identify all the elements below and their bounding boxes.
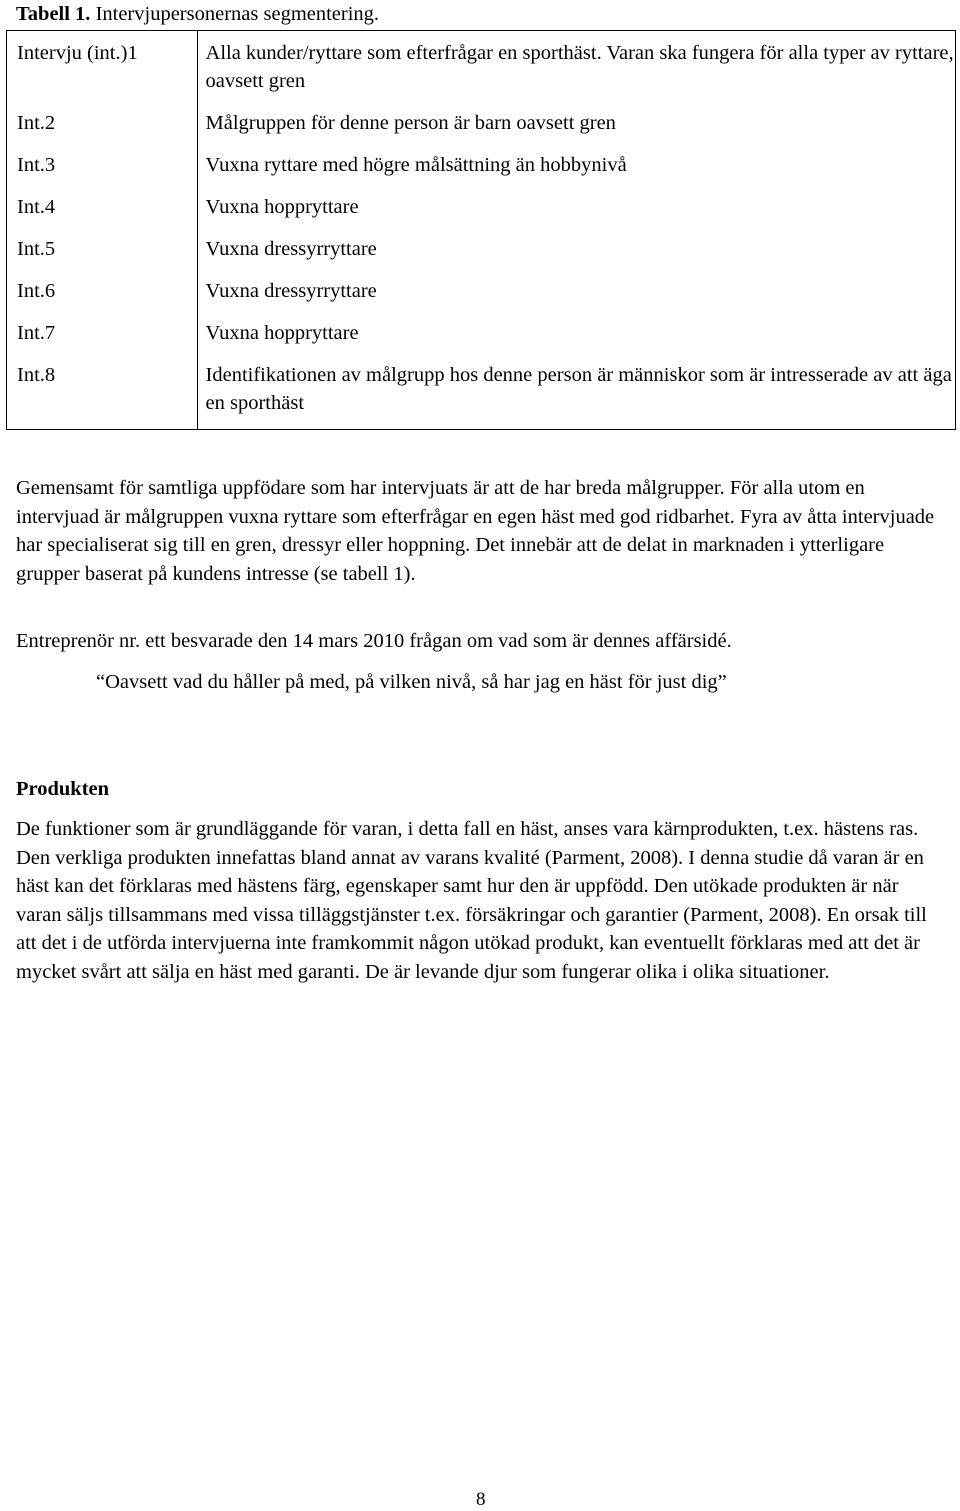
page-number: 8	[476, 1489, 486, 1510]
paragraph-entrepreneur-interview: Entreprenör nr. ett besvarade den 14 mars 2010 frågan om vad som är dennes affärsidé.	[16, 630, 732, 652]
interview-id-cell: Int.5	[17, 238, 56, 260]
segment-description-cell: Identifikationen av målgrupp hos denne person är människor som är intresserade av att äga en sporthäst	[205, 364, 952, 414]
table-caption	[16, 0, 379, 28]
business-idea-quote: “Oavsett vad du håller på med, på vilken nivå, så har jag en häst för just dig”	[96, 671, 727, 693]
section-heading: Produkten	[16, 778, 110, 800]
interview-id-cell: Int.3	[17, 154, 56, 176]
segmentation-table	[6, 30, 956, 430]
interview-id-cell: Int.6	[17, 280, 56, 302]
interview-id-cell: Intervju (int.)1	[17, 42, 138, 64]
interview-id-column	[7, 31, 198, 430]
business-idea-quote-text: Oavsett vad du håller på med, på vilken nivå, så har jag en häst för just dig	[105, 671, 718, 693]
table-caption-label: Tabell 1.	[16, 3, 91, 25]
segment-description-cell: Vuxna dressyrryttare	[205, 238, 377, 260]
segment-description-cell: Alla kunder/ryttare som efterfrågar en sporthäst. Varan ska fungera för alla typer av ryttare, oavsett gren	[205, 42, 954, 92]
interview-id-cell: Int.7	[17, 322, 56, 344]
segment-description-cell: Vuxna ryttare med högre målsättning än hobbynivå	[205, 154, 627, 176]
interview-id-cell: Int.8	[17, 364, 56, 386]
interview-id-cell: Int.2	[17, 112, 56, 134]
paragraph-product: De funktioner som är grundläggande för varan, i detta fall en häst, anses vara kärnprodukten, t.ex. hästens ras. Den verkliga produkten innefattas bland annat av varans kvalité (Parment, 2008). I denna studie då varan är en häst kan det förklaras med hästens färg, egenskaper samt hur den är uppfödd. Den utökade produkten är när varan säljs tillsammans med vissa tilläggstjänster t.ex. försäkringar och garantier (Parment, 2008). En orsak till att det i de utförda intervjuerna inte framkommit någon utökad produkt, kan eventuellt förklaras med att det är mycket svårt att sälja en häst med garanti. De är levande djur som fungerar olika i olika situationer.	[16, 818, 927, 983]
segment-description-cell: Vuxna hoppryttare	[205, 322, 359, 344]
segment-description-cell: Målgruppen för denne person är barn oavsett gren	[205, 112, 616, 134]
segment-description-cell: Vuxna dressyrryttare	[205, 280, 377, 302]
segment-description-column	[197, 31, 955, 430]
paragraph-target-groups: Gemensamt för samtliga uppfödare som har intervjuats är att de har breda målgrupper. För alla utom en intervjuad är målgruppen vuxna ryttare som efterfrågar en egen häst med god ridbarhet. Fyra av åtta intervjuade har specialiserat sig till en gren, dressyr eller hoppning. Det innebär att de delat in marknaden i ytterligare grupper baserat på kundens intresse (se tabell 1).	[16, 477, 935, 585]
segment-description-cell: Vuxna hoppryttare	[205, 196, 359, 218]
interview-id-cell: Int.4	[17, 196, 56, 218]
table-caption-text: Intervjupersonernas segmentering.	[90, 3, 380, 25]
